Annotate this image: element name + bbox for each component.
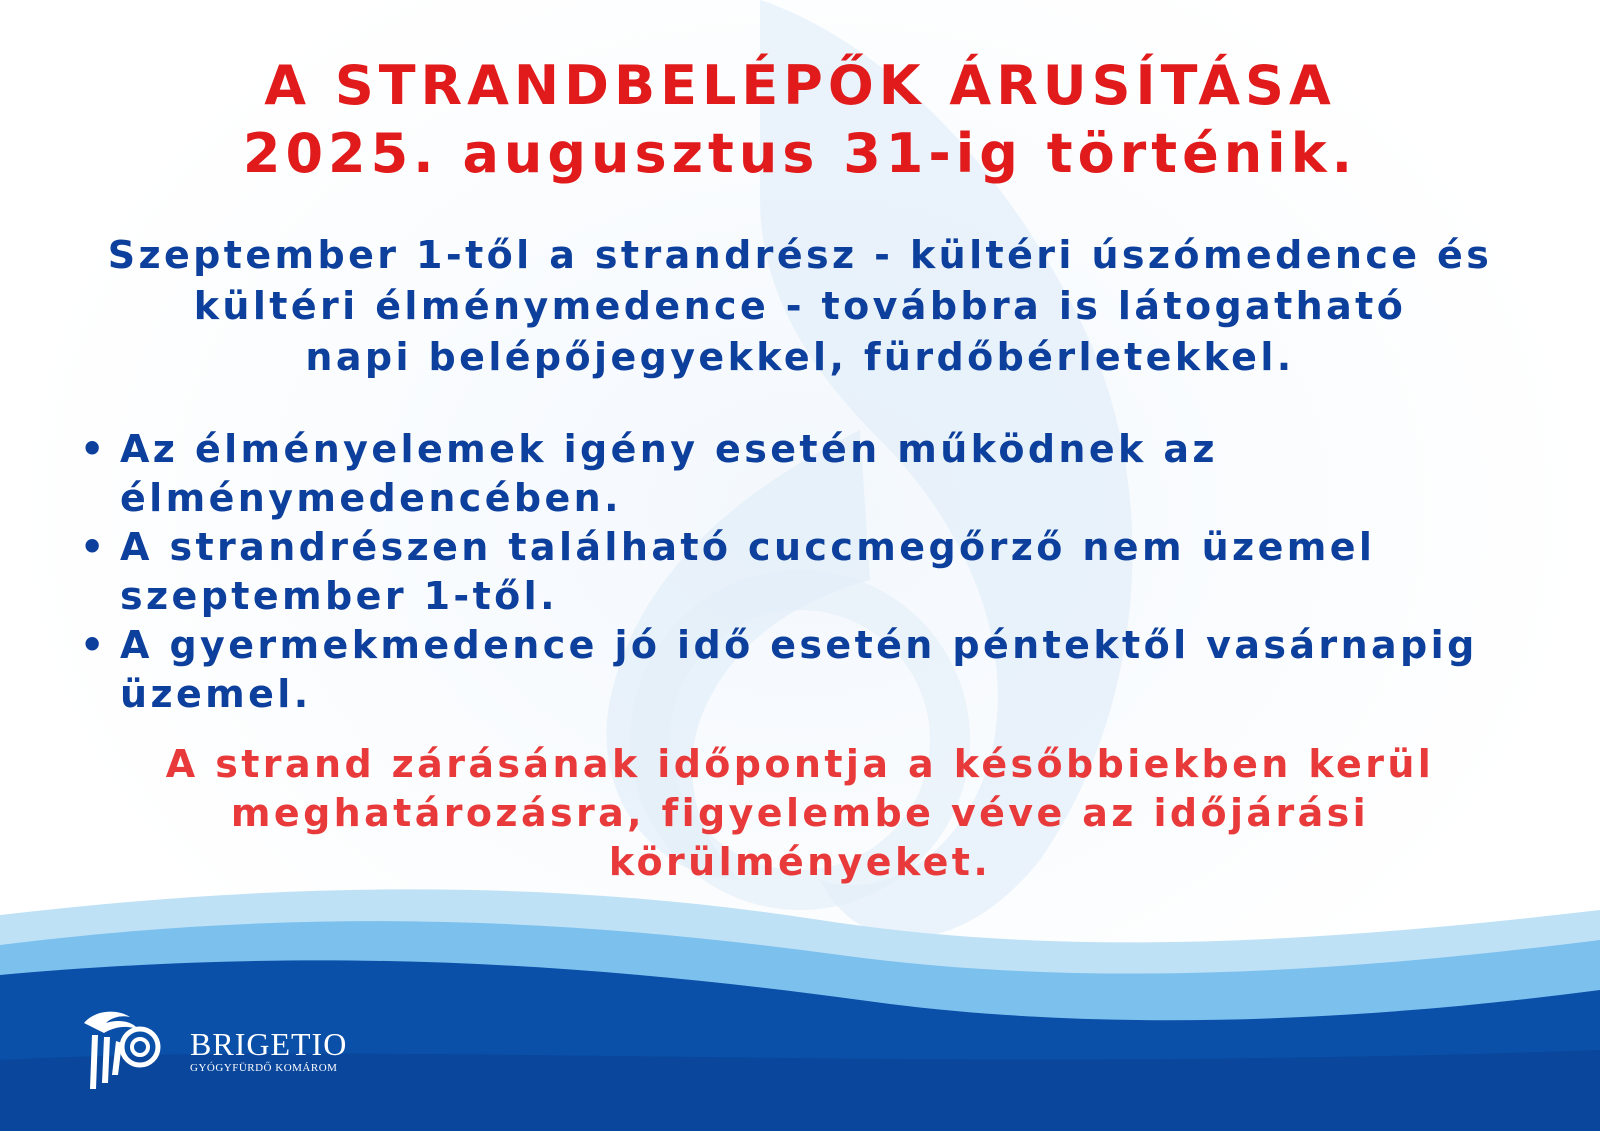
bullet-icon: • — [80, 623, 108, 667]
headline-line-2: 2025. augusztus 31-ig történik. — [242, 122, 1358, 185]
list-item-text: A strandrészen található cuccmegőrző nem üzemel szeptember 1-től. — [120, 525, 1376, 618]
list-item-text: A gyermekmedence jó idő esetén péntektől vasárnapig üzemel. — [120, 623, 1478, 716]
headline-line-1: A STRANDBELÉPŐK ÁRUSÍTÁSA — [264, 54, 1336, 117]
logo-name: BRIGETIO — [190, 1026, 348, 1062]
bullet-icon: • — [80, 525, 108, 569]
notes-list — [78, 425, 1568, 719]
list-item — [78, 425, 1568, 523]
closing-line-1: A strand zárásának időpontja a későbbiekben kerül — [165, 742, 1435, 786]
closing-line-3: körülményeket. — [608, 840, 992, 884]
intro-paragraph — [40, 230, 1560, 383]
brigetio-swirl-logo-icon — [78, 1005, 168, 1093]
headline — [0, 52, 1600, 188]
logo-subtitle: GYÓGYFÜRDŐ KOMÁROM — [190, 1062, 338, 1074]
intro-line-2: kültéri élménymedence - továbbra is látogatható — [193, 284, 1407, 328]
closing-line-2: meghatározásra, figyelembe véve az időjárási — [230, 791, 1370, 835]
bullet-icon: • — [80, 427, 108, 471]
brigetio-logo — [78, 1005, 378, 1095]
list-item — [78, 523, 1568, 621]
list-item-text: Az élményelemek igény esetén működnek az élménymedencében. — [120, 427, 1218, 520]
intro-line-1: Szeptember 1-től a strandrész - kültéri úszómedence és — [107, 233, 1493, 277]
list-item — [78, 621, 1568, 719]
intro-line-3: napi belépőjegyekkel, fürdőbérletekkel. — [305, 335, 1295, 379]
